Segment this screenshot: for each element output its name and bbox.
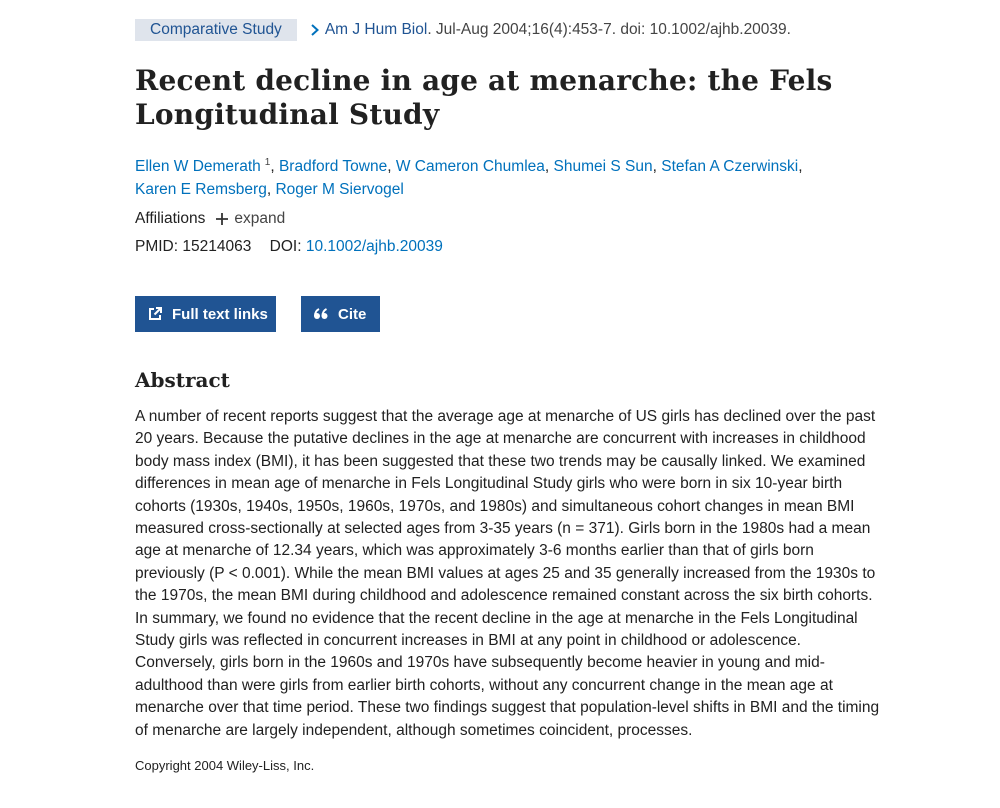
full-text-links-label: Full text links bbox=[172, 305, 268, 323]
author-link[interactable]: W Cameron Chumlea bbox=[395, 158, 545, 176]
author-link[interactable]: Ellen W Demerath bbox=[135, 158, 261, 176]
author-affiliation-ref[interactable]: 1 bbox=[264, 157, 271, 168]
publication-type-badge: Comparative Study bbox=[135, 19, 297, 41]
abstract-heading: Abstract bbox=[135, 368, 230, 392]
external-link-icon bbox=[147, 306, 163, 322]
doi-link[interactable]: 10.1002/ajhb.20039 bbox=[305, 238, 443, 255]
citation-text: . Jul-Aug 2004;16(4):453-7. doi: 10.1002/ajhb.20039. bbox=[427, 21, 791, 38]
quote-icon bbox=[313, 306, 329, 322]
author-link[interactable]: Stefan A Czerwinski bbox=[661, 158, 799, 176]
chevron-right-icon bbox=[307, 22, 323, 38]
author-link[interactable]: Roger M Siervogel bbox=[275, 181, 404, 199]
author-link[interactable]: Karen E Remsberg bbox=[135, 181, 267, 199]
identifiers-row bbox=[135, 238, 443, 256]
plus-icon[interactable] bbox=[215, 212, 229, 226]
cite-label: Cite bbox=[338, 305, 367, 323]
author-separator: , bbox=[652, 158, 662, 176]
pmid-value: 15214063 bbox=[182, 238, 252, 255]
author-separator: , bbox=[270, 158, 279, 176]
doi-label: DOI: bbox=[269, 238, 302, 255]
pmid-label: PMID: bbox=[135, 238, 179, 255]
author-link[interactable]: Shumei S Sun bbox=[553, 158, 653, 176]
journal-link[interactable]: Am J Hum Biol bbox=[324, 21, 428, 38]
author-separator: , bbox=[798, 158, 803, 176]
author-separator: , bbox=[544, 158, 554, 176]
author-separator: , bbox=[387, 158, 396, 176]
author-list bbox=[135, 151, 855, 201]
abstract-text: A number of recent reports suggest that the average age at menarche of US girls has declined over the past 20 years. Because the putative declines in the age at menarche are concurrent with increases in childhood body mass index (BMI), it has been suggested that these two trends may be causally linked. We examined differences in mean age of menarche in Fels Longitudinal Study girls who were born in six 10-year birth cohorts (1930s, 1940s, 1950s, 1960s, 1970s, and 1980s) and simultaneous cohort changes in mean BMI measured cross-sectionally at selected ages from 3-35 years (n = 371). Girls born in the 1980s had a mean age at menarche of 12.34 years, which was approximately 3-6 months earlier than that of girls born previously (P < 0.001). While the mean BMI values at ages 25 and 35 generally increased from the 1930s to the 1970s, the mean BMI during childhood and adolescence remained constant across the six birth cohorts. In summary, we found no evidence that the recent decline in the age at menarche in the Fels Longitudinal Study girls was reflected in concurrent increases in BMI at any point in childhood or adolescence. Conversely, girls born in the 1960s and 1970s have subsequently become heavier in young and mid-adulthood than were girls from earlier birth cohorts, without any concurrent change in the mean age at menarche over that time period. These two findings suggest that population-level shifts in BMI and the timing of menarche are largely independent, although sometimes coincident, processes. bbox=[135, 408, 880, 739]
article-meta-line bbox=[135, 19, 791, 41]
author-separator: , bbox=[266, 181, 276, 199]
affiliations-row bbox=[135, 210, 285, 228]
copyright-text: Copyright 2004 Wiley-Liss, Inc. bbox=[135, 758, 315, 773]
author-link[interactable]: Bradford Towne bbox=[278, 158, 388, 176]
cite-button[interactable] bbox=[301, 296, 380, 332]
affiliations-label: Affiliations bbox=[135, 210, 206, 227]
article-title: Recent decline in age at menarche: the Fels Longitudinal Study bbox=[135, 64, 833, 131]
expand-affiliations-toggle[interactable]: expand bbox=[234, 210, 286, 227]
full-text-links-button[interactable] bbox=[135, 296, 276, 332]
